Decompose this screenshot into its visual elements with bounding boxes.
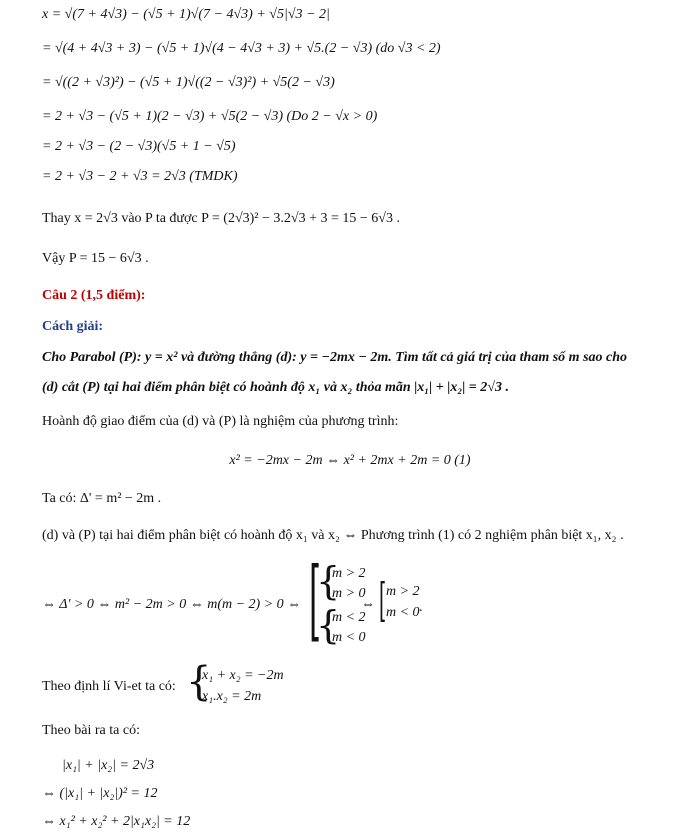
case-3: m < 2: [332, 610, 366, 625]
substitution-line: Thay x = 2√3 vào P ta được P = (2√3)² − 3.2√3 + 3 = 15 − 6√3 .: [42, 211, 400, 226]
quadratic-equation: x² = −2mx − 2m ⇔ x² + 2mx + 2m = 0 (1): [229, 453, 471, 468]
case-2: m > 0: [332, 586, 366, 601]
brace-bottom: {: [316, 603, 341, 647]
theo-bai-line: Theo bài ra ta có:: [42, 723, 140, 738]
delta-chain: ⇔ Δ' > 0 ⇔ m² − 2m > 0 ⇔ m(m − 2) > 0 ⇔: [42, 597, 302, 612]
calc-line-3: = √((2 + √3)²) − (√5 + 1)√((2 − √3)²) + √5(2 − √3): [42, 75, 335, 90]
question-2-title: Câu 2 (1,5 điểm):: [42, 288, 146, 303]
case-1: m > 2: [332, 566, 366, 581]
intersection-text: Hoành độ giao điểm của (d) và (P) là nghiệm của phương trình:: [42, 414, 399, 429]
vieta-brace: {: [186, 659, 212, 705]
bracket-result: [: [379, 573, 387, 627]
problem-line-2: (d) cắt (P) tại hai điểm phân biệt có hoành độ x₁ và x₂ thỏa mãn |x₁| + |x₂| = 2√3 .: [42, 380, 509, 395]
final-line-1: |x₁| + |x₂| = 2√3: [62, 758, 155, 773]
vieta-label: Theo định lí Vi-et ta có:: [42, 679, 176, 694]
vieta-sum: x₁ + x₂ = −2m: [202, 668, 284, 683]
calc-line-6: = 2 + √3 − 2 + √3 = 2√3 (TMDK): [42, 169, 238, 184]
solution-heading: Cách giải:: [42, 319, 104, 334]
discriminant-line: Ta có: Δ' = m² − 2m .: [42, 491, 162, 506]
case-4: m < 0: [332, 630, 366, 645]
calc-line-4: = 2 + √3 − (√5 + 1)(2 − √3) + √5(2 − √3) (Do 2 − √x > 0): [42, 109, 378, 124]
brace-top: {: [316, 559, 341, 603]
final-line-2: ⇔ (|x₁| + |x₂|)² = 12: [42, 786, 158, 801]
result-2: m < 0: [386, 605, 420, 620]
calc-line-1: x = √(7 + 4√3) − (√5 + 1)√(7 − 4√3) + √5|√3 − 2|: [42, 7, 330, 22]
calc-line-5: = 2 + √3 − (2 − √3)(√5 + 1 − √5): [42, 139, 236, 154]
vieta-product: x₁.x₂ = 2m: [202, 689, 262, 704]
problem-line-1: Cho Parabol (P): y = x² và đường thẳng (d): y = −2mx − 2m. Tìm tất cả giá trị của tham số m sao cho: [42, 350, 628, 365]
conclusion-line: Vậy P = 15 − 6√3 .: [42, 251, 149, 266]
calc-line-2: = √(4 + 4√3 + 3) − (√5 + 1)√(4 − 4√3 + 3) + √5.(2 − √3) (do √3 < 2): [42, 41, 441, 56]
equiv-symbol: ⇔: [361, 597, 375, 612]
result-period: .: [419, 600, 423, 615]
final-line-3: ⇔ x₁² + x₂² + 2|x₁x₂| = 12: [42, 814, 191, 829]
bracket-outer: [: [309, 548, 322, 651]
result-1: m > 2: [386, 584, 420, 599]
condition-line: (d) và (P) tại hai điểm phân biệt có hoành độ x₁ và x₂ ⇔ Phương trình (1) có 2 nghiệm phân biệt x₁, x₂ .: [42, 528, 624, 543]
